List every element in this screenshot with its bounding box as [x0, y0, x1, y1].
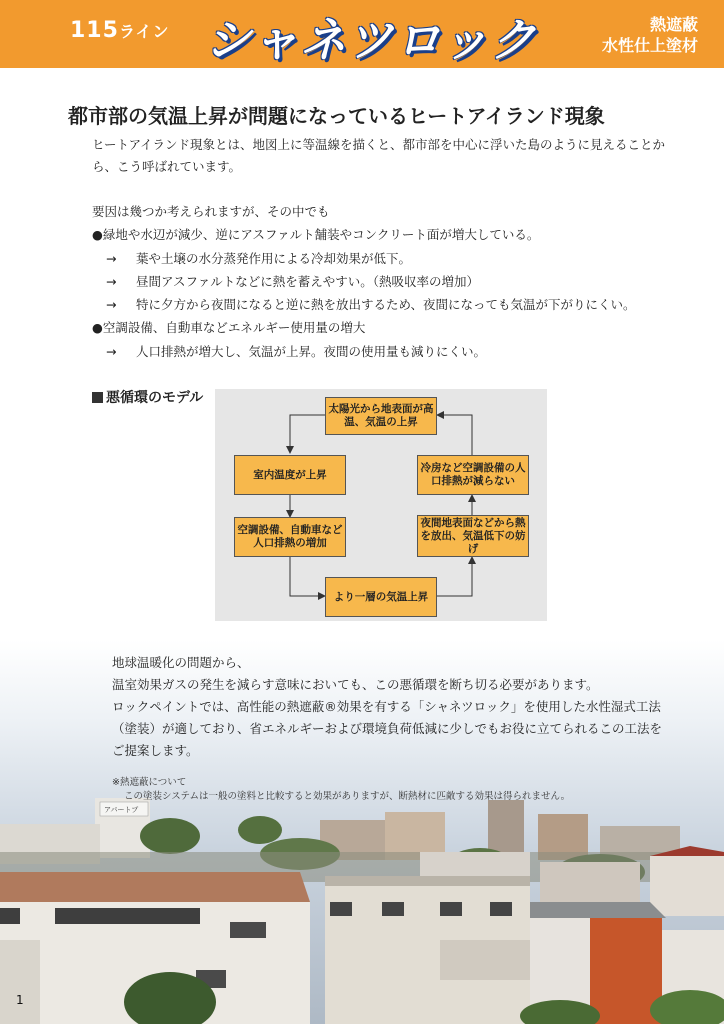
footnote-title: ※熱遮蔽について	[112, 777, 187, 788]
causes-list	[92, 200, 692, 363]
cause-item: ●緑地や水辺が減少、逆にアスファルト舗装やコンクリート面が増大している。	[92, 227, 540, 243]
tagline-line-1: 熱遮蔽	[649, 15, 698, 34]
arrow-right-icon: →	[106, 273, 117, 289]
closing-line-3: ロックペイントでは、高性能の熱遮蔽®効果を有する「シャネツロック」を使用した水性湿式工法（塗装）が適しており、省エネルギーおよび環境負荷低減に少しでもお役に立てられるこの工法をご提案します。	[112, 699, 663, 758]
arrow-bottom-to-right	[437, 557, 472, 596]
series-label	[70, 18, 169, 43]
arrow-right-icon: →	[106, 297, 117, 313]
cycle-box-exhaust-heat: 空調設備、自動車など人口排熱の増加	[234, 517, 346, 557]
page-number: 1	[16, 993, 24, 1007]
closing-paragraph	[112, 652, 668, 762]
arrow-left-to-bottom	[290, 555, 325, 596]
causes-lead: 要因は幾つか考えられますが、その中でも	[92, 204, 330, 219]
effect-item	[92, 293, 692, 316]
cycle-box-sun-heat: 太陽光から地表面が高温、気温の上昇	[325, 397, 437, 435]
arrow-right-icon: →	[106, 343, 117, 359]
header-bar	[0, 0, 724, 68]
cycle-box-further-rise: より一層の気温上昇	[325, 577, 437, 617]
closing-line-2: 温室効果ガスの発生を減らす意味においても、この悪循環を断ち切る必要があります。	[112, 677, 599, 692]
effect-item	[92, 270, 692, 293]
page-headline: 都市部の気温上昇が問題になっているヒートアイランド現象	[68, 104, 605, 128]
effect-text: 特に夕方から夜間になると逆に熱を放出するため、夜間になっても気温が下がりにくい。	[136, 297, 636, 313]
effect-text: 葉や土壌の水分蒸発作用による冷却効果が低下。	[136, 250, 412, 266]
product-name: シャネツロック	[205, 13, 538, 67]
effect-text: 昼間アスファルトなどに熱を蓄えやすい。（熱吸収率の増加）	[136, 273, 480, 289]
tagline	[602, 14, 698, 56]
effect-text: 人口排熱が増大し、気温が上昇。夜間の使用量も減りにくい。	[136, 343, 487, 359]
footnote-body: この塗装システムは一般の塗料と比較すると効果がありますが、断熱材に匹敵する効果は得られません。	[124, 791, 571, 802]
cycle-box-ac-exhaust: 冷房など空調設備の人口排熱が減らない	[417, 455, 529, 495]
series-suffix: ライン	[118, 22, 170, 41]
square-bullet-icon	[92, 392, 103, 403]
arrow-right-to-top	[437, 415, 472, 455]
cause-item: ●空調設備、自動車などエネルギー使用量の増大	[92, 320, 366, 336]
footnote	[112, 776, 672, 804]
effect-item	[92, 247, 692, 270]
cycle-box-night-release: 夜間地表面などから熱を放出、気温低下の妨げ	[417, 515, 529, 557]
vicious-cycle-diagram	[215, 389, 547, 621]
closing-line-1: 地球温暖化の問題から、	[112, 655, 250, 670]
arrow-right-icon: →	[106, 250, 117, 266]
cycle-box-room-temp: 室内温度が上昇	[234, 455, 346, 495]
intro-paragraph: ヒートアイランド現象とは、地図上に等温線を描くと、都市部を中心に浮いた島のように見えることから、こう呼ばれています。	[92, 137, 666, 174]
model-title	[92, 387, 203, 407]
series-number: 115	[70, 18, 119, 43]
effect-item	[92, 340, 692, 363]
tagline-line-2: 水性仕上塗材	[601, 36, 698, 55]
model-title-text: 悪循環のモデル	[106, 390, 204, 406]
rooftop-sign-text: アパートプ	[104, 806, 139, 814]
arrow-top-to-left	[290, 415, 325, 453]
